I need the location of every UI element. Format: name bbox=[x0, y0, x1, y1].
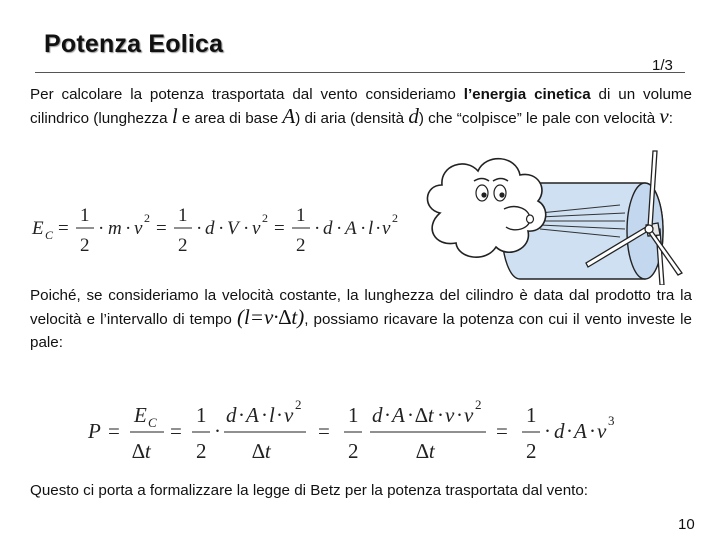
fraction-denominator: 2 bbox=[526, 439, 537, 463]
dot-operator: · bbox=[544, 419, 551, 443]
wind-turbine-illustration bbox=[420, 143, 690, 285]
dot-operator: · bbox=[196, 218, 203, 239]
text-segment: : bbox=[668, 109, 673, 127]
equals-sign: = bbox=[58, 218, 69, 239]
dot-operator: · bbox=[261, 403, 268, 427]
equals-sign: = bbox=[496, 419, 508, 443]
variable-v: v bbox=[659, 103, 669, 128]
dot-operator: · bbox=[437, 403, 444, 427]
length-velocity-time-expression: (l=v·∆t) bbox=[236, 304, 305, 329]
bold-term: l’energia cinetica bbox=[463, 86, 591, 103]
delta-t: ∆t bbox=[252, 439, 271, 463]
ec-subscript: C bbox=[45, 228, 54, 242]
mass-symbol: m bbox=[108, 218, 122, 239]
volume-symbol: V bbox=[227, 218, 239, 239]
power-symbol: P bbox=[88, 419, 101, 443]
variable-l: l bbox=[171, 103, 178, 128]
kinetic-energy-formula bbox=[30, 196, 400, 266]
text-segment: di un volume cilindrico (lunghezza bbox=[30, 86, 692, 127]
paragraph-power-derivation bbox=[30, 284, 692, 355]
paragraph-kinetic-energy bbox=[30, 83, 692, 130]
page-number: 10 bbox=[678, 516, 695, 533]
velocity-symbol: v bbox=[284, 403, 294, 427]
dot-operator: · bbox=[314, 218, 321, 239]
fraction-denominator: 2 bbox=[348, 439, 359, 463]
dot-operator: · bbox=[276, 403, 283, 427]
dot-operator: · bbox=[456, 403, 463, 427]
velocity-symbol: v bbox=[382, 218, 391, 239]
dot-operator: · bbox=[566, 419, 573, 443]
dot-operator: · bbox=[589, 419, 596, 443]
equals-sign: = bbox=[156, 218, 167, 239]
equals-sign: = bbox=[318, 419, 330, 443]
fraction-numerator: 1 bbox=[196, 403, 207, 427]
dot-operator: · bbox=[214, 419, 221, 443]
exponent-3: 3 bbox=[608, 413, 615, 428]
page-fraction: 1/3 bbox=[652, 57, 673, 74]
density-symbol: d bbox=[554, 419, 565, 443]
title-divider bbox=[35, 72, 685, 73]
dot-operator: · bbox=[336, 218, 343, 239]
text-segment: , possiamo ricavare la potenza con cui il vento investe le pale: bbox=[30, 310, 692, 352]
fraction-denominator: 2 bbox=[80, 235, 90, 256]
fraction-denominator: 2 bbox=[196, 439, 207, 463]
area-symbol: A bbox=[392, 403, 405, 427]
delta-t: ∆t bbox=[416, 439, 435, 463]
velocity-symbol: v bbox=[445, 403, 455, 427]
exponent-2: 2 bbox=[295, 397, 302, 412]
velocity-symbol: v bbox=[464, 403, 474, 427]
dot-operator: · bbox=[238, 403, 245, 427]
velocity-symbol: v bbox=[134, 218, 143, 239]
delta-t: ∆t bbox=[132, 439, 151, 463]
equals-sign: = bbox=[274, 218, 285, 239]
slide-title: Potenza Eolica bbox=[44, 30, 224, 58]
ec-symbol: E bbox=[134, 403, 147, 427]
density-symbol: d bbox=[226, 403, 237, 427]
dot-operator: · bbox=[375, 218, 382, 239]
fraction-numerator: 1 bbox=[296, 205, 306, 226]
fraction-numerator: 1 bbox=[80, 205, 90, 226]
text-segment: e area di base bbox=[177, 109, 283, 127]
density-symbol: d bbox=[205, 218, 215, 239]
fraction-numerator: 1 bbox=[178, 205, 188, 226]
equals-sign: = bbox=[108, 419, 120, 443]
dot-operator: · bbox=[407, 403, 414, 427]
text-segment: ) che “colpisce” le pale con velocità bbox=[418, 109, 660, 127]
dot-operator: · bbox=[218, 218, 225, 239]
exponent-2: 2 bbox=[262, 211, 268, 225]
velocity-symbol: v bbox=[252, 218, 261, 239]
length-symbol: l bbox=[368, 218, 374, 239]
dot-operator: · bbox=[243, 218, 250, 239]
fraction-numerator: 1 bbox=[526, 403, 537, 427]
fraction-denominator: 2 bbox=[178, 235, 188, 256]
ec-symbol: E bbox=[32, 218, 44, 239]
velocity-symbol: v bbox=[597, 419, 607, 443]
dot-operator: · bbox=[125, 218, 132, 239]
fraction-numerator: 1 bbox=[348, 403, 359, 427]
density-symbol: d bbox=[323, 218, 333, 239]
fraction-denominator: 2 bbox=[296, 235, 306, 256]
text-segment: ) di aria (densità bbox=[295, 109, 409, 127]
area-symbol: A bbox=[345, 218, 357, 239]
ec-subscript: C bbox=[148, 415, 157, 430]
variable-A: A bbox=[282, 103, 296, 128]
dot-operator: · bbox=[360, 218, 367, 239]
delta-t: ∆t bbox=[415, 403, 434, 427]
power-formula bbox=[86, 392, 646, 472]
length-symbol: l bbox=[269, 403, 275, 427]
dot-operator: · bbox=[384, 403, 391, 427]
text-segment: Per calcolare la potenza trasportata dal vento consideriamo bbox=[30, 86, 464, 103]
exponent-2: 2 bbox=[475, 397, 482, 412]
equals-sign: = bbox=[170, 419, 182, 443]
exponent-2: 2 bbox=[392, 211, 398, 225]
area-symbol: A bbox=[246, 403, 259, 427]
paragraph-betz-law: Questo ci porta a formalizzare la legge di Betz per la potenza trasportata dal vento: bbox=[30, 482, 589, 499]
density-symbol: d bbox=[372, 403, 383, 427]
area-symbol: A bbox=[574, 419, 587, 443]
exponent-2: 2 bbox=[144, 211, 150, 225]
text-segment: Poiché, se consideriamo la velocità costante, la lunghezza del cilindro è data dal prodotto tra la velocità e l’intervallo di tempo bbox=[30, 287, 692, 328]
dot-operator: · bbox=[98, 218, 105, 239]
variable-d: d bbox=[408, 103, 419, 128]
